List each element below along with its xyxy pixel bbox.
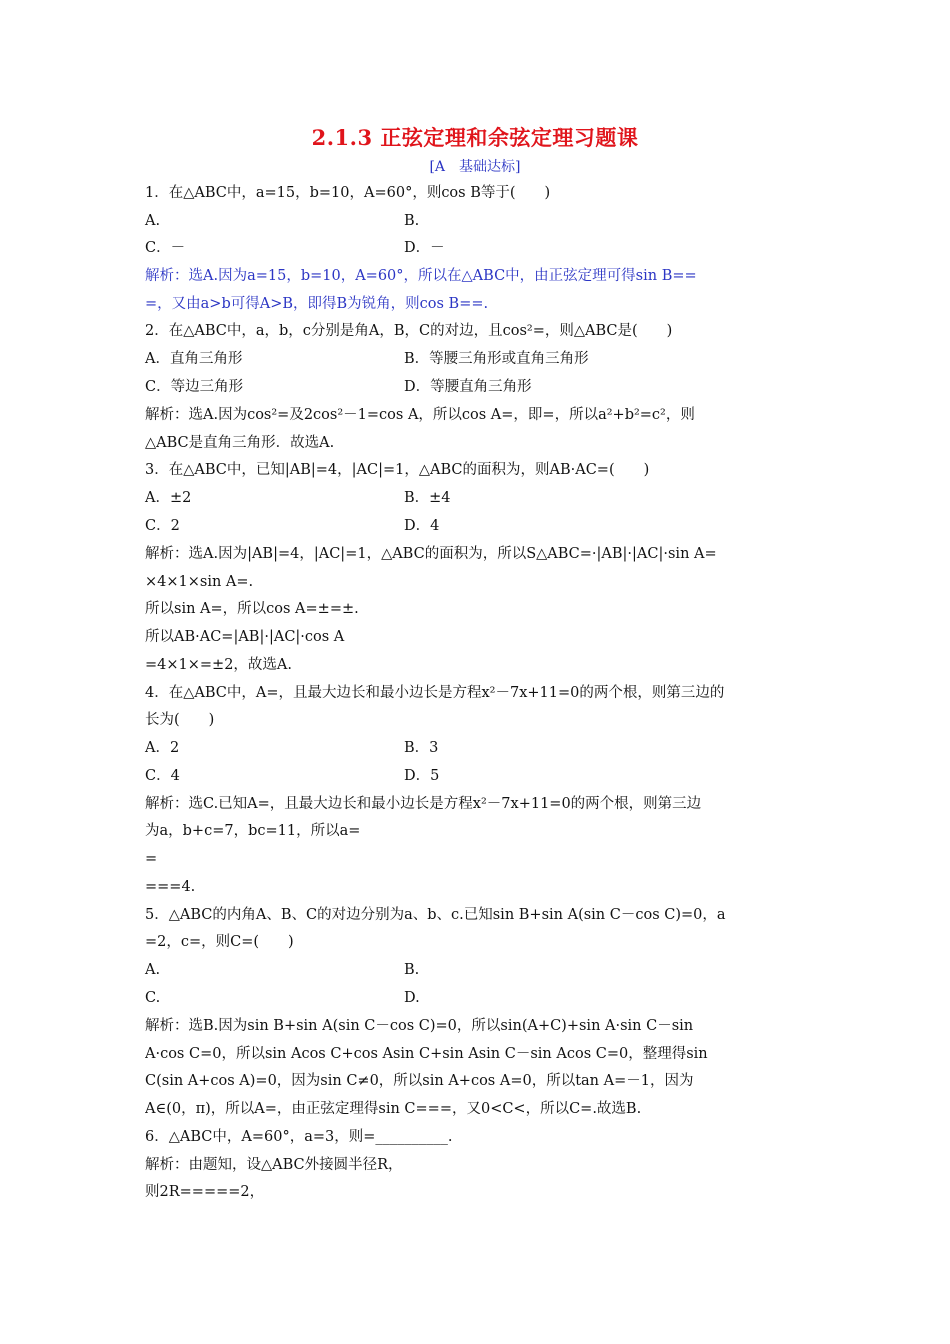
text-line: A·cos C=0，所以sin Acos C+cos Asin C+sin Asin C－sin Acos C=0，整理得sin bbox=[145, 1046, 708, 1062]
solution-line: 解析：选A.因为a=15，b=10，A=60°，所以在△ABC中，由正弦定理可得sin B== bbox=[145, 268, 697, 284]
text-line: = bbox=[145, 851, 158, 867]
text-line: 为a，b+c=7，bc=11，所以a= bbox=[145, 823, 361, 839]
option-left: A．±2 bbox=[145, 490, 192, 506]
text-line: 解析：选B.因为sin B+sin A(sin C－cos C)=0，所以sin(A+C)+sin A·sin C－sin bbox=[145, 1018, 694, 1034]
option-right: D．等腰直角三角形 bbox=[404, 379, 532, 395]
option-left: C．－ bbox=[145, 240, 186, 256]
section-subtitle: [A 基础达标] bbox=[429, 159, 521, 175]
option-right: B．±4 bbox=[404, 490, 451, 506]
text-line: 所以sin A=，所以cos A=±=±. bbox=[145, 601, 359, 617]
text-line: ×4×1×sin A=. bbox=[145, 574, 254, 590]
option-right: D．－ bbox=[404, 240, 445, 256]
text-line: A∈(0，π)，所以A=，由正弦定理得sin C===，又0<C<，所以C=.故选B. bbox=[145, 1101, 642, 1117]
text-line: 4．在△ABC中，A=，且最大边长和最小边长是方程x²－7x+11=0的两个根，则第三边的 bbox=[145, 685, 725, 701]
text-line: =2，c=，则C=( ) bbox=[145, 934, 294, 950]
option-right: B. bbox=[404, 213, 420, 229]
text-line: 所以AB·AC=|AB|·|AC|·cos A bbox=[145, 629, 345, 645]
text-line: 1．在△ABC中，a=15，b=10，A=60°，则cos B等于( ) bbox=[145, 185, 551, 201]
option-left: A．直角三角形 bbox=[145, 351, 243, 367]
text-line: △ABC是直角三角形．故选A. bbox=[145, 435, 335, 451]
option-left: C．等边三角形 bbox=[145, 379, 244, 395]
text-line: 6．△ABC中，A=60°，a=3，则=__________. bbox=[145, 1129, 453, 1145]
option-right: D．4 bbox=[404, 518, 440, 534]
option-left: C．2 bbox=[145, 518, 180, 534]
text-line: 5．△ABC的内角A、B、C的对边分别为a、b、c.已知sin B+sin A(sin C－cos C)=0，a bbox=[145, 907, 726, 923]
option-right: D．5 bbox=[404, 768, 440, 784]
page-title: 2.1.3 正弦定理和余弦定理习题课 bbox=[311, 125, 639, 150]
text-line: =4×1×=±2，故选A. bbox=[145, 657, 293, 673]
option-left: C．4 bbox=[145, 768, 180, 784]
text-line: 解析：选C.已知A=，且最大边长和最小边长是方程x²－7x+11=0的两个根，则第三边 bbox=[145, 796, 702, 812]
option-right: B．3 bbox=[404, 740, 439, 756]
text-line: C(sin A+cos A)=0，因为sin C≠0，所以sin A+cos A=0，所以tan A=－1，因为 bbox=[145, 1073, 694, 1089]
option-left: A. bbox=[145, 962, 161, 978]
text-line: 则2R=====2， bbox=[145, 1184, 265, 1200]
text-line: 解析：选A.因为cos²=及2cos²－1=cos A，所以cos A=，即=，所以a²+b²=c²，则 bbox=[145, 407, 695, 423]
text-line: 2．在△ABC中，a，b，c分别是角A，B，C的对边，且cos²=，则△ABC是( ) bbox=[145, 323, 673, 339]
option-right: B. bbox=[404, 962, 420, 978]
text-line: ===4. bbox=[145, 879, 196, 895]
option-right: D. bbox=[404, 990, 420, 1006]
option-left: A. bbox=[145, 213, 161, 229]
text-line: 解析：由题知，设△ABC外接圆半径R， bbox=[145, 1157, 403, 1173]
text-line: 解析：选A.因为|AB|=4，|AC|=1，△ABC的面积为，所以S△ABC=·|AB|·|AC|·sin A= bbox=[145, 546, 717, 562]
text-line: 3．在△ABC中，已知|AB|=4，|AC|=1，△ABC的面积为，则AB·AC=( ) bbox=[145, 462, 650, 478]
text-line: 长为( ) bbox=[145, 712, 215, 728]
option-left: A．2 bbox=[145, 740, 180, 756]
option-right: B．等腰三角形或直角三角形 bbox=[404, 351, 589, 367]
solution-line: =，又由a>b可得A>B，即得B为锐角，则cos B==. bbox=[145, 296, 489, 312]
option-left: C. bbox=[145, 990, 161, 1006]
